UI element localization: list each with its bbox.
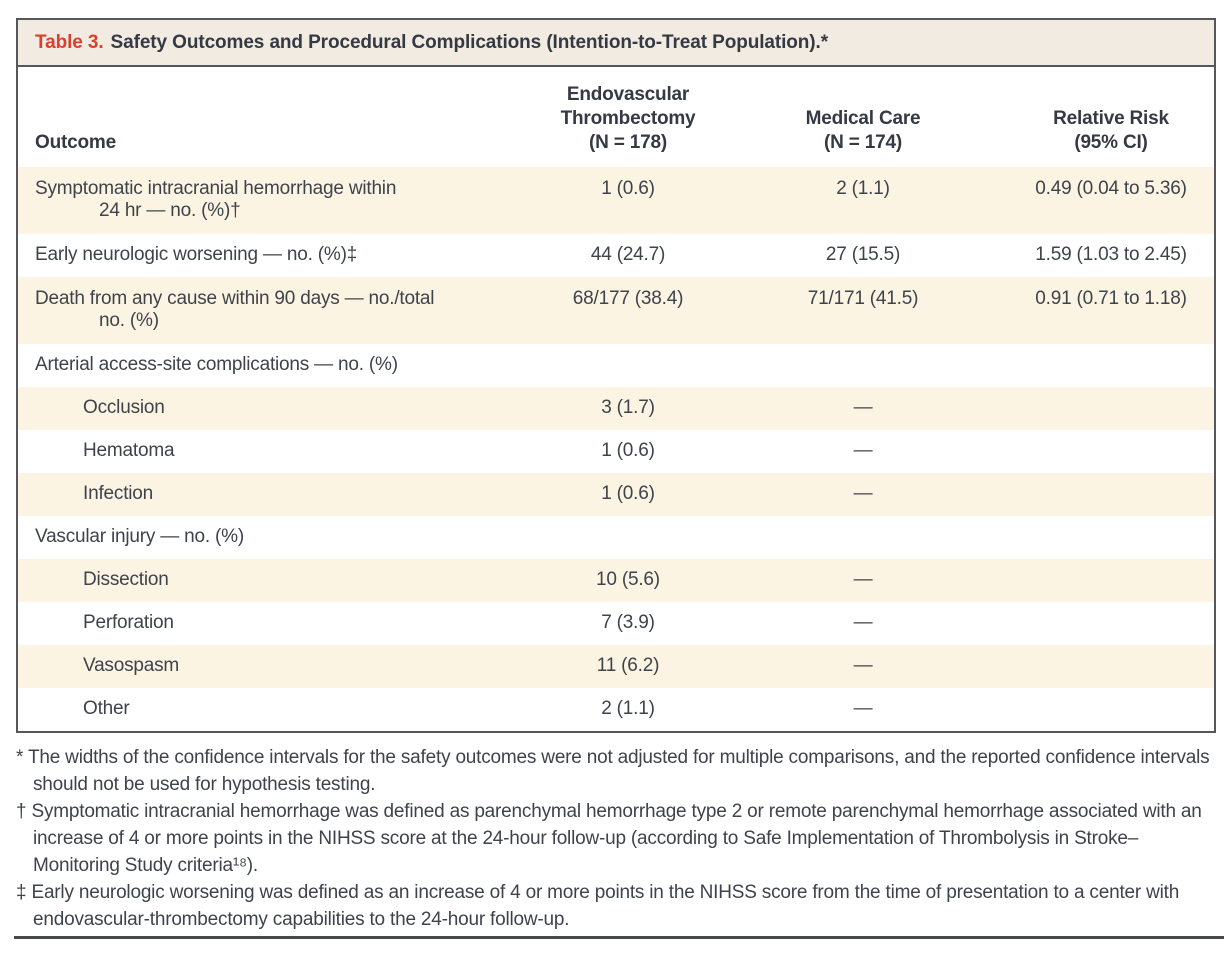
medical-care-value: 71/171 (41.5) — [807, 288, 919, 309]
thrombectomy-value: 11 (6.2) — [596, 655, 660, 676]
outcome-cell — [18, 698, 538, 720]
outcome-cell — [18, 397, 538, 419]
thrombectomy-value: 10 (5.6) — [596, 569, 660, 590]
table-number: Table 3. — [35, 32, 104, 53]
outcome-cell — [18, 612, 538, 634]
table-card — [16, 18, 1216, 733]
table-row — [18, 277, 1214, 344]
table-row — [18, 430, 1214, 473]
outcome-label: Other — [83, 698, 130, 719]
table-row — [18, 234, 1214, 277]
outcome-cell — [18, 483, 538, 505]
header-line: Endovascular — [566, 84, 690, 105]
table-titlebar — [18, 20, 1214, 67]
header-line: Relative Risk — [1053, 108, 1169, 129]
thrombectomy-value: 2 (1.1) — [601, 698, 655, 719]
table-row — [18, 559, 1214, 602]
outcome-label: Symptomatic intracranial hemorrhage within — [35, 178, 397, 199]
thrombectomy-value: 7 (3.9) — [601, 612, 655, 633]
footnote-marker: † — [16, 801, 27, 822]
thrombectomy-value: 68/177 (38.4) — [572, 288, 684, 309]
medical-care-value: — — [853, 698, 873, 719]
medical-care-value: — — [853, 440, 873, 461]
footnote-text: The widths of the confidence intervals for the safety outcomes were not adjusted for multiple comparisons, and the reported confidence intervals should not be used for hypothesis testing. — [27, 747, 1210, 795]
footnote-dagger — [16, 798, 1220, 879]
thrombectomy-value: 1 (0.6) — [601, 483, 655, 504]
outcome-cell — [18, 569, 538, 591]
table-row — [18, 473, 1214, 516]
table-section-row — [18, 516, 1214, 559]
table-section-row — [18, 344, 1214, 387]
medical-care-value: — — [853, 612, 873, 633]
footnote-asterisk — [16, 744, 1220, 798]
table-body — [18, 67, 1214, 731]
outcome-label-line2: no. (%) — [99, 310, 159, 331]
column-header-medical-care — [718, 107, 1008, 155]
table-header-row — [18, 67, 1214, 167]
outcome-label: Perforation — [83, 612, 174, 633]
outcome-label: Dissection — [83, 569, 169, 590]
table-row — [18, 602, 1214, 645]
footnote-marker: ‡ — [16, 882, 27, 903]
table-row — [18, 645, 1214, 688]
outcome-cell — [18, 354, 538, 376]
outcome-label: Infection — [83, 483, 154, 504]
thrombectomy-value: 1 (0.6) — [601, 178, 655, 199]
medical-care-value: 2 (1.1) — [836, 178, 890, 199]
medical-care-value: — — [853, 569, 873, 590]
medical-care-value: — — [853, 655, 873, 676]
column-header-endovascular-thrombectomy — [538, 83, 718, 155]
table-row — [18, 387, 1214, 430]
thrombectomy-value: 44 (24.7) — [590, 244, 666, 265]
outcome-label: Early neurologic worsening — no. (%)‡ — [35, 244, 358, 265]
footnotes — [16, 744, 1220, 933]
relative-risk-value: 1.59 (1.03 to 2.45) — [1035, 244, 1187, 265]
footnote-marker: * — [16, 747, 24, 768]
table-row — [18, 167, 1214, 234]
bottom-rule — [14, 936, 1224, 939]
medical-care-value: 27 (15.5) — [825, 244, 901, 265]
medical-care-value: — — [853, 483, 873, 504]
footnote-text: Early neurologic worsening was defined as an increase of 4 or more points in the NIHSS score from the time of presentation to a center with endovascular-thrombectomy capabilities to the 24-hour follow-up. — [31, 882, 1180, 930]
column-header-outcome: Outcome — [35, 132, 116, 153]
header-line: Medical Care — [805, 108, 921, 129]
table-row — [18, 688, 1214, 731]
outcome-cell — [18, 244, 538, 266]
header-line: Thrombectomy — [560, 108, 696, 129]
header-line: (95% CI) — [1074, 132, 1148, 153]
outcome-cell — [18, 526, 538, 548]
footnote-text: Symptomatic intracranial hemorrhage was defined as parenchymal hemorrhage type 2 or remote parenchymal hemorrhage associated with an increase of 4 or more points in the NIHSS score at the 24-hour follow-up (according to Safe Implementation of Thrombolysis in Stroke–Monitoring Study criteria¹⁸). — [31, 801, 1202, 876]
outcome-label: Arterial access-site complications — no. (%) — [35, 354, 398, 375]
outcome-label-line2: 24 hr — no. (%)† — [99, 200, 241, 221]
column-header-relative-risk — [1008, 107, 1214, 155]
outcome-label: Vasospasm — [83, 655, 180, 676]
thrombectomy-value: 1 (0.6) — [601, 440, 655, 461]
table-title: Safety Outcomes and Procedural Complications (Intention-to-Treat Population).* — [110, 32, 828, 53]
medical-care-value: — — [853, 397, 873, 418]
relative-risk-value: 0.91 (0.71 to 1.18) — [1035, 288, 1187, 309]
footnote-double-dagger — [16, 879, 1220, 933]
outcome-label: Hematoma — [83, 440, 175, 461]
outcome-cell — [18, 178, 538, 222]
outcome-label: Death from any cause within 90 days — no./total — [35, 288, 435, 309]
relative-risk-value: 0.49 (0.04 to 5.36) — [1035, 178, 1187, 199]
outcome-cell — [18, 655, 538, 677]
outcome-label: Vascular injury — no. (%) — [35, 526, 244, 547]
outcome-label: Occlusion — [83, 397, 165, 418]
thrombectomy-value: 3 (1.7) — [601, 397, 655, 418]
outcome-cell — [18, 288, 538, 332]
outcome-cell — [18, 440, 538, 462]
header-line: (N = 178) — [589, 132, 667, 153]
header-line: (N = 174) — [824, 132, 902, 153]
